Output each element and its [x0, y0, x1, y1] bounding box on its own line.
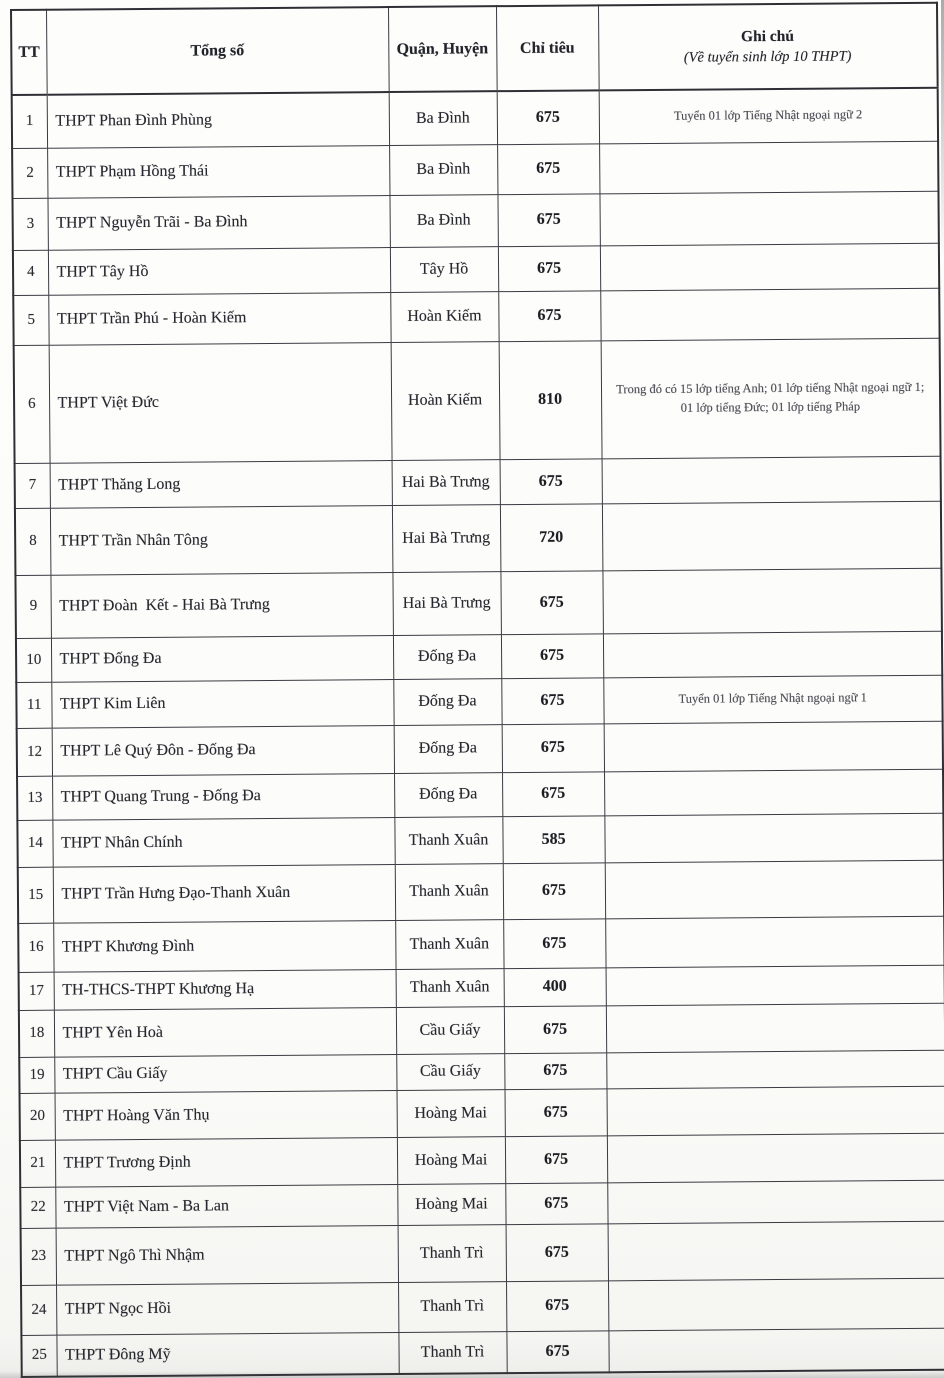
school-name-cell: THPT Kim Liên: [51, 679, 393, 728]
note-cell: [606, 965, 944, 1006]
school-name-cell: THPT Ngọc Hồi: [56, 1282, 398, 1335]
note-cell: [599, 141, 938, 194]
quota-cell: 585: [502, 815, 604, 863]
district-cell: Đống Đa: [393, 678, 501, 725]
table-row: [17, 769, 943, 820]
district-cell: Thanh Xuân: [396, 968, 504, 1007]
note-cell: [605, 916, 944, 968]
row-index-cell: 23: [21, 1228, 56, 1285]
row-index-cell: 17: [19, 972, 54, 1010]
header-tt: TT: [11, 10, 47, 95]
school-name-cell: THPT Trần Phú - Hoàn Kiếm: [48, 292, 390, 345]
school-name-cell: THPT Đống Đa: [51, 635, 393, 682]
school-name-cell: THPT Nhân Chính: [52, 817, 394, 867]
quota-cell: 675: [502, 723, 604, 772]
school-name-cell: THPT Hoàng Văn Thụ: [55, 1090, 397, 1140]
note-cell: [606, 1003, 944, 1053]
quota-cell: 675: [503, 918, 605, 968]
table-row: [18, 860, 944, 923]
row-index-cell: 18: [19, 1010, 54, 1057]
district-cell: Đống Đa: [394, 724, 502, 773]
row-index-cell: 12: [17, 728, 52, 776]
row-index-cell: 3: [12, 198, 47, 250]
note-cell: [608, 1221, 944, 1281]
quota-cell: 675: [500, 570, 602, 634]
quota-cell: 675: [500, 458, 602, 504]
district-cell: Ba Đình: [389, 144, 497, 195]
row-index-cell: 14: [17, 820, 52, 867]
quota-cell: 675: [497, 90, 599, 144]
table-row: [19, 1003, 944, 1057]
header-district: Quận, Huyện: [388, 6, 497, 92]
table-row: [18, 916, 944, 972]
table-header-row: [11, 3, 938, 95]
table-row: [13, 243, 939, 295]
note-cell: [606, 1086, 944, 1136]
header-note-subtitle: (Về tuyển sinh lớp 10 THPT): [683, 47, 852, 66]
note-cell: [602, 501, 942, 571]
table-row: [21, 1221, 944, 1285]
table-row: [17, 813, 943, 867]
note-cell: [602, 456, 941, 504]
row-index-cell: 5: [13, 295, 48, 345]
district-cell: Cầu Giấy: [396, 1053, 504, 1090]
district-cell: Hai Bà Trưng: [392, 504, 501, 572]
quota-cell: 675: [497, 193, 599, 246]
note-cell: [608, 1328, 944, 1373]
note-cell: [603, 631, 942, 678]
row-index-cell: 24: [21, 1285, 56, 1335]
row-index-cell: 10: [16, 638, 51, 682]
row-index-cell: 13: [17, 776, 52, 820]
note-cell: [604, 769, 943, 816]
table-row: [15, 456, 941, 508]
school-name-cell: THPT Phan Đình Phùng: [47, 92, 389, 148]
table-row: [20, 1086, 944, 1140]
table-row: [12, 88, 938, 148]
school-name-cell: THPT Yên Hoà: [54, 1007, 396, 1057]
table-row: [16, 631, 942, 682]
note-cell: Tuyển 01 lớp Tiếng Nhật ngoại ngữ 2: [599, 88, 938, 144]
school-name-cell: THPT Nguyễn Trãi - Ba Đình: [47, 195, 389, 250]
row-index-cell: 2: [12, 148, 47, 198]
district-cell: Thanh Trì: [398, 1331, 506, 1374]
table-row: [20, 1180, 944, 1228]
row-index-cell: 4: [13, 250, 48, 295]
table-row: [15, 568, 941, 638]
school-name-cell: THPT Việt Nam - Ba Lan: [55, 1184, 397, 1228]
school-name-cell: THPT Khương Đình: [53, 920, 395, 972]
header-quota: Chỉ tiêu: [496, 5, 599, 91]
note-cell: [607, 1133, 944, 1183]
district-cell: Hai Bà Trưng: [392, 459, 500, 505]
quota-cell: 675: [498, 290, 600, 341]
district-cell: Ba Đình: [389, 91, 497, 145]
row-index-cell: 8: [15, 508, 51, 575]
quota-cell: 675: [506, 1223, 608, 1281]
quota-cell: 675: [505, 1182, 607, 1224]
enrollment-quota-table: [10, 2, 944, 1378]
school-name-cell: THPT Trần Nhân Tông: [50, 505, 393, 575]
header-note: [598, 3, 938, 91]
quota-cell: 675: [504, 1005, 606, 1053]
school-name-cell: THPT Phạm Hồng Thái: [47, 145, 389, 198]
note-cell: [599, 191, 938, 246]
row-index-cell: 9: [15, 575, 50, 638]
district-cell: Hoàn Kiếm: [391, 341, 500, 460]
note-cell: [605, 860, 944, 919]
table-row: [14, 338, 941, 463]
district-cell: Hoàng Mai: [397, 1183, 505, 1225]
note-cell: [600, 243, 939, 291]
district-cell: Hoàn Kiếm: [390, 291, 498, 342]
note-cell: [604, 813, 943, 863]
quota-cell: 675: [501, 677, 603, 724]
header-school-name: Tổng số: [46, 7, 389, 95]
school-name-cell: THPT Lê Quý Đôn - Đống Đa: [52, 725, 394, 776]
table-row: [16, 675, 942, 728]
district-cell: Tây Hồ: [390, 246, 498, 292]
row-index-cell: 20: [20, 1093, 55, 1140]
quota-cell: 810: [499, 340, 602, 459]
district-cell: Thanh Trì: [398, 1281, 506, 1332]
district-cell: Hai Bà Trưng: [392, 571, 500, 635]
row-index-cell: 25: [21, 1335, 56, 1377]
row-index-cell: 11: [16, 682, 51, 728]
quota-cell: 720: [500, 503, 603, 571]
district-cell: Hoàng Mai: [397, 1136, 505, 1184]
school-name-cell: THPT Trương Định: [55, 1137, 397, 1187]
quota-cell: 675: [504, 1088, 606, 1136]
school-name-cell: THPT Đoàn Kết - Hai Bà Trưng: [50, 572, 392, 638]
row-index-cell: 6: [14, 345, 50, 463]
row-index-cell: 15: [18, 867, 53, 923]
district-cell: Thanh Xuân: [395, 863, 503, 920]
school-name-cell: THPT Thăng Long: [50, 460, 392, 508]
quota-cell: 675: [502, 771, 604, 816]
quota-cell: 675: [505, 1135, 607, 1183]
school-name-cell: THPT Đông Mỹ: [56, 1332, 398, 1377]
district-cell: Đống Đa: [394, 772, 502, 817]
quota-cell: 675: [506, 1280, 608, 1331]
district-cell: Thanh Xuân: [395, 919, 503, 969]
school-name-cell: THPT Trần Hưng Đạo-Thanh Xuân: [53, 864, 395, 923]
district-cell: Đống Đa: [393, 634, 501, 679]
district-cell: Hoàng Mai: [397, 1089, 505, 1137]
school-name-cell: TH-THCS-THPT Khương Hạ: [54, 969, 396, 1010]
row-index-cell: 7: [15, 463, 50, 508]
row-index-cell: 21: [20, 1140, 55, 1187]
table-row: [12, 191, 938, 250]
table-body: [12, 88, 944, 1377]
row-index-cell: 19: [19, 1057, 54, 1093]
table-row: [21, 1328, 944, 1377]
note-cell: [602, 568, 941, 634]
school-name-cell: THPT Quang Trung - Đống Đa: [52, 773, 394, 820]
quota-cell: 675: [504, 1052, 606, 1089]
row-index-cell: 16: [18, 923, 53, 972]
table-row: [15, 501, 941, 575]
quota-cell: 675: [497, 143, 599, 194]
school-name-cell: THPT Việt Đức: [49, 342, 392, 463]
school-name-cell: THPT Tây Hồ: [48, 247, 390, 295]
district-cell: Thanh Trì: [398, 1224, 506, 1282]
row-index-cell: 1: [12, 95, 47, 148]
note-cell: [604, 721, 943, 772]
note-cell: Trong đó có 15 lớp tiếng Anh; 01 lớp tiếng Nhật ngoại ngữ 1; 01 lớp tiếng Đức; 01 lớp tiếng Pháp: [601, 338, 941, 459]
note-cell: [607, 1180, 944, 1224]
district-cell: Cầu Giấy: [396, 1006, 504, 1054]
table-row: [17, 721, 943, 776]
quota-cell: 675: [503, 862, 605, 919]
note-cell: [608, 1278, 944, 1331]
quota-cell: 675: [506, 1330, 608, 1373]
quota-cell: 675: [501, 633, 603, 678]
row-index-cell: 22: [20, 1187, 55, 1228]
note-cell: [606, 1050, 944, 1089]
note-cell: [600, 288, 939, 341]
school-name-cell: THPT Cầu Giấy: [54, 1054, 396, 1093]
scan-skew-wrapper: [10, 2, 944, 1378]
table-row: [20, 1133, 944, 1187]
district-cell: Ba Đình: [389, 194, 497, 247]
note-cell: Tuyển 01 lớp Tiếng Nhật ngoại ngữ 1: [603, 675, 942, 724]
quota-cell: 675: [498, 245, 600, 291]
table-row: [13, 288, 939, 345]
header-note-title: Ghi chú: [740, 27, 795, 45]
quota-cell: 400: [504, 967, 606, 1006]
table-row: [21, 1278, 944, 1335]
school-name-cell: THPT Ngô Thì Nhậm: [56, 1225, 398, 1285]
district-cell: Thanh Xuân: [394, 816, 502, 864]
table-row: [12, 141, 938, 198]
